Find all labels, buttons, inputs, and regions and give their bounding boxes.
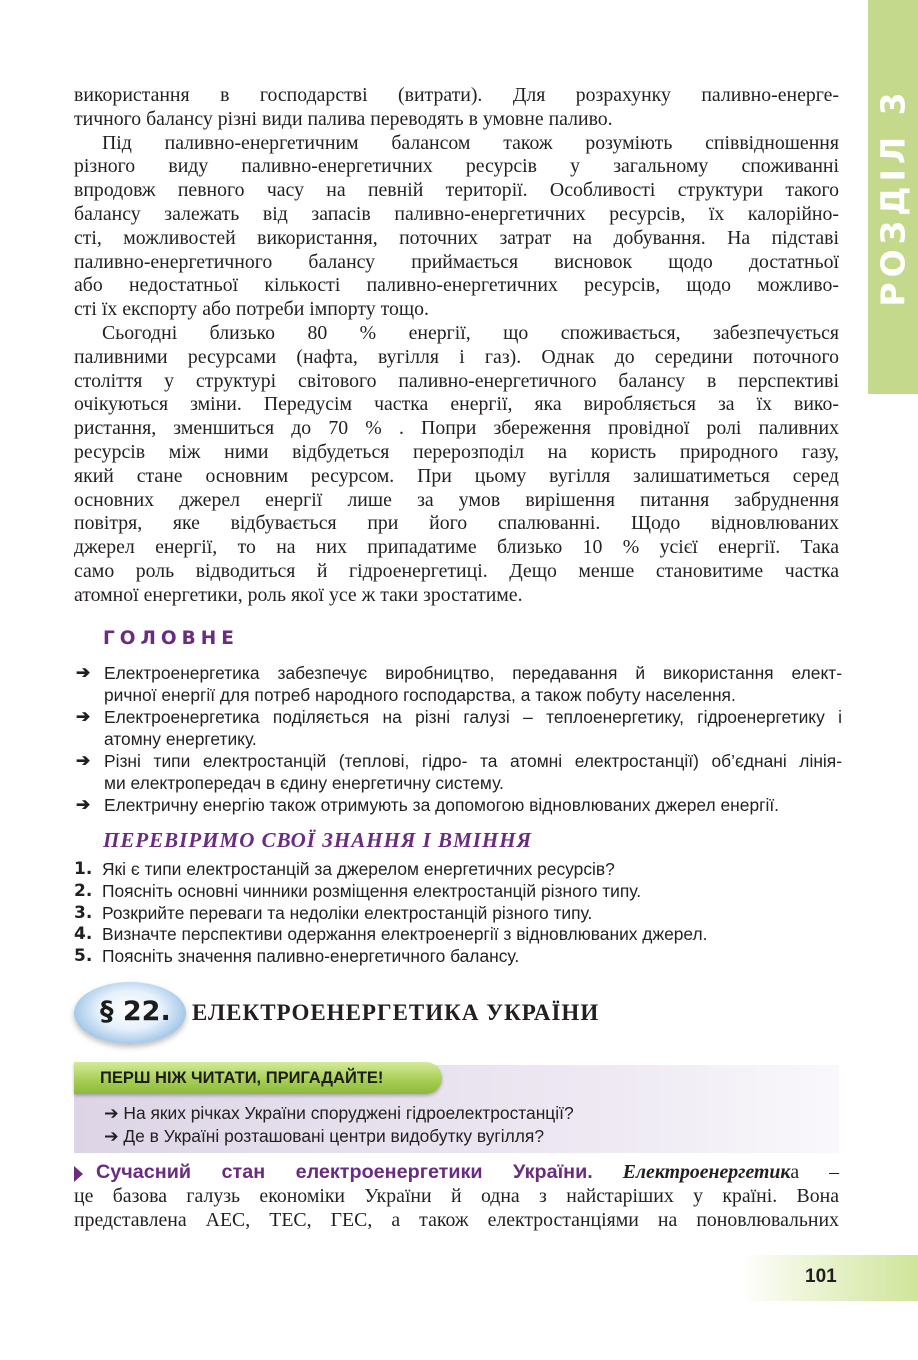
summary-item-line: Електроенергетика забезпечує виробництво, передавання й використання елект- bbox=[104, 663, 842, 683]
question-text: Поясніть значення паливно-енергетичного балансу. bbox=[102, 946, 520, 967]
paragraph-title: ЕЛЕКТРОЕНЕРГЕТИКА УКРАЇНИ bbox=[192, 1000, 600, 1025]
question-text: Які є типи електростанцій за джерелом енергетичних ресурсів? bbox=[102, 859, 615, 879]
text-line: це базова галузь економіки України й одна з найстаріших у країні. Вона bbox=[74, 1185, 839, 1207]
remember-question: ➔ Де в Україні розташовані центри видобутку вугілля? bbox=[104, 1126, 545, 1146]
question-number: 2. bbox=[74, 880, 93, 901]
summary-item bbox=[74, 750, 842, 794]
remember-label: ПЕРШ НІЖ ЧИТАТИ, ПРИГАДАЙТЕ! bbox=[100, 1069, 384, 1087]
text-line: використання в господарстві (витрати). Для розрахунку паливно-енерге- bbox=[74, 84, 839, 106]
text-line: балансу залежать від запасів паливно-енергетичних ресурсів, їх калорійно- bbox=[74, 202, 839, 225]
question-text: Поясніть основні чинники розміщення електростанцій різного типу. bbox=[102, 880, 642, 901]
subsection-heading: Сучасний стан електроенергетики України. bbox=[96, 1161, 593, 1183]
question-item bbox=[74, 903, 842, 925]
text-line: впродовж певного часу на певній території. Особливості структури такого bbox=[74, 179, 839, 202]
text-fragment: а – bbox=[790, 1161, 840, 1183]
chapter-label: РОЗДІЛ 3 bbox=[873, 87, 913, 307]
question-list bbox=[74, 859, 842, 968]
summary-item bbox=[74, 706, 842, 750]
question-number: 5. bbox=[74, 946, 93, 967]
text-line: очікуються зміни. Передусім частка енергії, яка виробляється за їх вико- bbox=[74, 393, 839, 416]
text-line: атомної енергетики, роль якої усе ж таки зростатиме. bbox=[74, 583, 523, 606]
summary-item-line: Електричну енергію також отримують за допомогою відновлюваних джерел енергії. bbox=[104, 795, 779, 815]
text-line: тичного балансу різні види палива переводять в умовне паливо. bbox=[74, 107, 613, 130]
summary-item bbox=[74, 794, 842, 816]
final-paragraph bbox=[74, 1160, 839, 1232]
text-line: паливно-енергетичного балансу приймається висновок щодо достатньої bbox=[74, 250, 839, 273]
question-item bbox=[74, 946, 842, 968]
text-line: який стане основним ресурсом. При цьому вугілля залишатиметься серед bbox=[74, 464, 839, 487]
text-line: джерел енергії, то на них припадатиме близько 10 % усієї енергії. Така bbox=[74, 536, 839, 559]
summary-heading: ГОЛОВНЕ bbox=[103, 628, 239, 649]
text-line: само роль відводиться й гідроенергетиці. Дещо менше становитиме частка bbox=[74, 559, 839, 582]
arrow-icon: ➔ bbox=[76, 663, 91, 682]
text-line: повітря, яке відбувається при його спалюванні. Щодо відновлюваних bbox=[74, 512, 839, 535]
summary-item-line: атомну енергетику. bbox=[104, 729, 257, 749]
question-item bbox=[74, 881, 842, 903]
text-line: ристання, зменшиться до 70 % . Попри збереження провідної ролі паливних bbox=[74, 417, 839, 440]
term: Електроенергетик bbox=[622, 1161, 791, 1183]
text-line bbox=[74, 1160, 839, 1184]
question-item bbox=[74, 924, 842, 946]
arrow-icon: ➔ bbox=[76, 795, 91, 814]
summary-item-line: Різні типи електростанцій (теплові, гідро- та атомні електростанції) об’єднані лінія- bbox=[104, 751, 842, 771]
text-line: Під паливно-енергетичним балансом також розуміють співвідношення bbox=[102, 131, 839, 154]
text-line: різного виду паливно-енергетичних ресурсів у загальному споживанні bbox=[74, 155, 839, 178]
remember-question: ➔ На яких річках України споруджені гідроелектростанції? bbox=[104, 1103, 574, 1123]
text-line: основних джерел енергії лише за умов вирішення питання забруднення bbox=[74, 488, 839, 511]
summary-item-line: ми електропередач в єдину енергетичну систему. bbox=[104, 773, 504, 793]
text-line: або недостатньої кількості паливно-енергетичних ресурсів, щодо можливо- bbox=[74, 274, 839, 297]
page-number: 101 bbox=[805, 1266, 837, 1287]
text-line: представлена АЕС, ТЕС, ГЕС, а також електростанціями на поновлювальних bbox=[74, 1209, 839, 1231]
text-line: паливними ресурсами (нафта, вугілля і газ). Однак до середини поточного bbox=[74, 345, 839, 368]
arrow-icon: ➔ bbox=[76, 707, 91, 726]
summary-item bbox=[74, 662, 842, 706]
text-line: сті їх експорту або потреби імпорту тощо. bbox=[74, 298, 429, 321]
question-number: 3. bbox=[74, 902, 93, 923]
question-text: Розкрийте переваги та недоліки електростанцій різного типу. bbox=[102, 902, 593, 923]
check-heading: ПЕРЕВІРИМО СВОЇ ЗНАННЯ І ВМІННЯ bbox=[103, 828, 533, 852]
question-text: Визначте перспективи одержання електроенергії з відновлюваних джерел. bbox=[102, 924, 708, 945]
text-line: Сьогодні близько 80 % енергії, що споживається, забезпечується bbox=[102, 321, 839, 344]
arrow-icon: ➔ bbox=[76, 751, 91, 770]
paragraph-number: § 22. bbox=[100, 996, 171, 1027]
body-text bbox=[74, 84, 839, 608]
text-line: століття у структурі світового паливно-енергетичного балансу в перспективі bbox=[74, 369, 839, 392]
summary-list bbox=[74, 662, 842, 816]
question-number: 4. bbox=[74, 924, 93, 945]
question-number: 1. bbox=[74, 859, 93, 879]
question-item bbox=[74, 859, 842, 881]
summary-item-line: ричної енергії для потреб народного господарства, а також побуту населення. bbox=[104, 685, 736, 705]
summary-item-line: Електроенергетика поділяється на різні галузі – теплоенергетику, гідроенергетику і bbox=[104, 707, 842, 727]
text-line: ресурсів між ними відбудеться перерозподіл на користь природного газу, bbox=[74, 440, 839, 463]
text-line: сті, можливостей використання, поточних затрат на добування. На підставі bbox=[74, 226, 839, 249]
